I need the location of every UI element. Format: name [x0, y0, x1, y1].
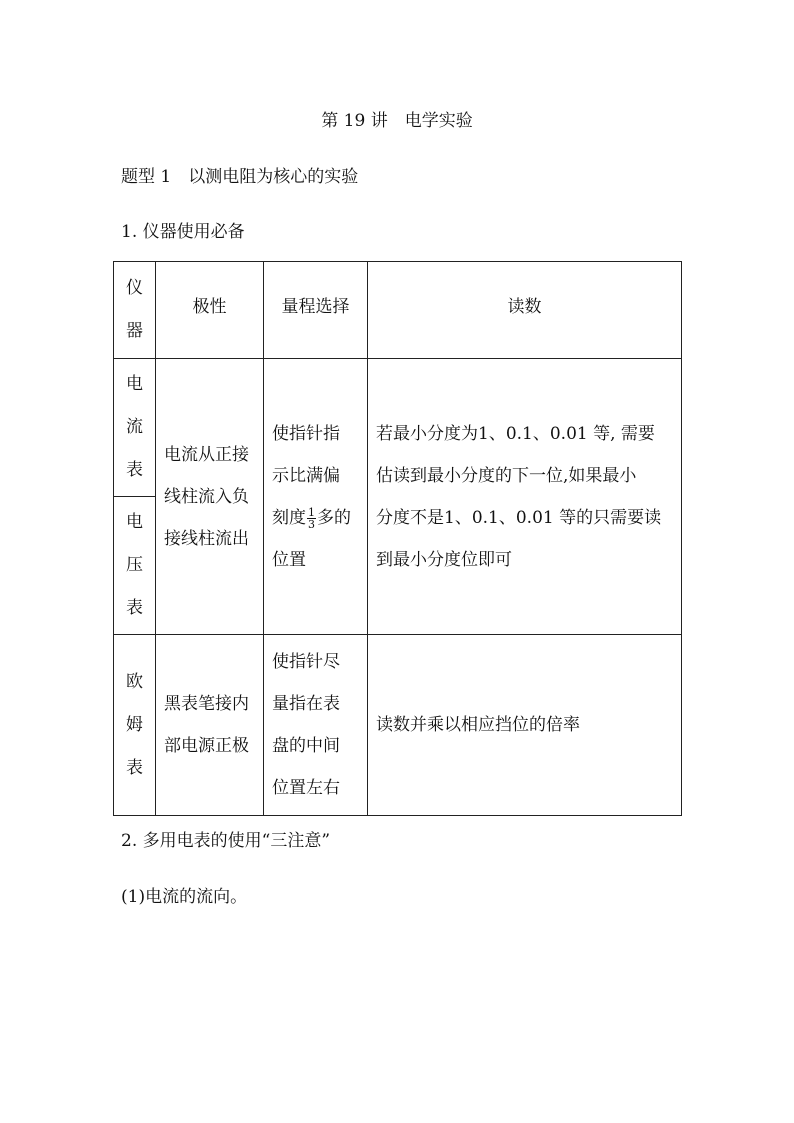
shared-reading — [368, 359, 682, 635]
header-range: 量程选择 — [264, 262, 368, 359]
polarity-line: 部电源正极 — [164, 736, 249, 756]
shared-range — [264, 359, 368, 635]
fraction-denominator: 3 — [308, 517, 315, 531]
reading-line: 估读到最小分度的下一位,如果最小 — [376, 465, 637, 486]
ammeter-char: 电 — [126, 374, 143, 394]
table-row — [114, 359, 682, 497]
ohmmeter-name — [114, 635, 156, 816]
voltmeter-char: 表 — [126, 598, 143, 618]
header-instrument — [114, 262, 156, 359]
reading-line: 若最小分度为1、0.1、0.01 等, 需要 — [376, 423, 655, 444]
ohmmeter-range — [264, 635, 368, 816]
ammeter-char: 流 — [126, 417, 143, 437]
voltmeter-char: 电 — [126, 512, 143, 532]
range-line: 位置 — [272, 549, 306, 570]
voltmeter-char: 压 — [126, 555, 143, 575]
table-header-row — [114, 262, 682, 359]
fraction-numerator: 1 — [308, 505, 315, 519]
polarity-line: 接线柱流出 — [164, 528, 249, 549]
range-line: 位置左右 — [272, 778, 340, 798]
range-line-fraction — [272, 497, 359, 539]
table-row — [114, 635, 682, 816]
page-title: 第 19 讲 电学实验 — [321, 111, 473, 131]
shared-polarity — [156, 359, 264, 635]
header-instrument-char: 仪 — [126, 278, 143, 298]
ohmmeter-char: 姆 — [126, 714, 143, 735]
ohmmeter-char: 欧 — [126, 671, 143, 692]
reading-line: 分度不是1、0.1、0.01 等的只需要读 — [376, 507, 662, 528]
ohmmeter-polarity — [156, 635, 264, 816]
header-polarity: 极性 — [156, 262, 264, 359]
header-instrument-char: 器 — [126, 321, 143, 341]
one-third-fraction — [307, 507, 316, 530]
range-line: 盘的中间 — [272, 736, 340, 756]
voltmeter-name — [114, 497, 156, 635]
paragraph-current-direction: (1)电流的流向。 — [121, 887, 248, 907]
polarity-line: 电流从正接 — [164, 444, 249, 465]
ammeter-name — [114, 359, 156, 497]
section-heading: 题型 1 以测电阻为核心的实验 — [121, 167, 359, 187]
ohmmeter-char: 表 — [126, 757, 143, 778]
reading-line: 到最小分度位即可 — [376, 549, 512, 570]
instrument-table — [113, 261, 682, 816]
range-prefix: 刻度 — [272, 507, 306, 528]
subheading-instruments: 1. 仪器使用必备 — [121, 222, 245, 242]
range-line: 使指针指 — [272, 423, 340, 444]
range-line: 使指针尽 — [272, 652, 340, 672]
range-line: 量指在表 — [272, 694, 340, 714]
polarity-line: 线柱流入负 — [164, 486, 249, 507]
polarity-line: 黑表笔接内 — [164, 694, 249, 714]
range-suffix: 多的 — [317, 507, 351, 528]
subheading-multimeter: 2. 多用电表的使用“三注意” — [121, 831, 331, 851]
ammeter-char: 表 — [126, 460, 143, 480]
range-line: 示比满偏 — [272, 465, 340, 486]
ohmmeter-reading: 读数并乘以相应挡位的倍率 — [368, 635, 682, 816]
header-reading: 读数 — [368, 262, 682, 359]
